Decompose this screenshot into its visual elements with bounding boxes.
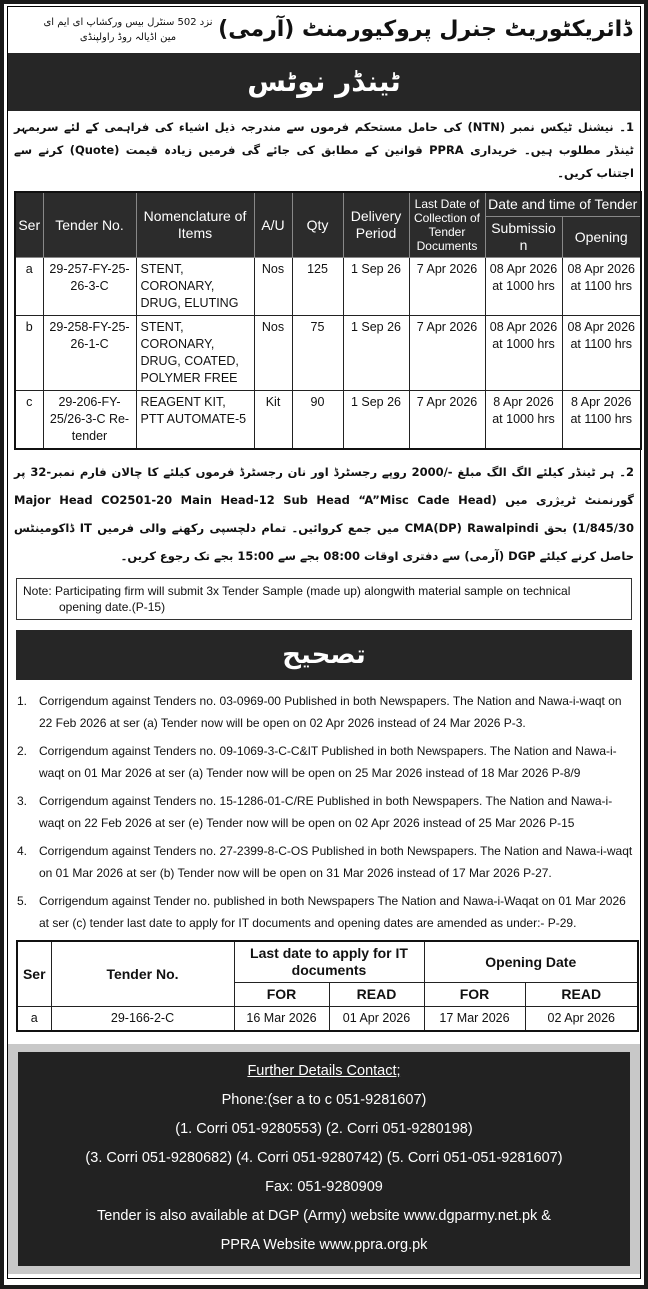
- col-ser: Ser: [17, 941, 51, 1007]
- cell-open-for: 17 Mar 2026: [424, 1007, 525, 1032]
- corrigendum-item: [14, 840, 636, 884]
- col-last-date: Last Date of Collection of Tender Documents: [409, 192, 485, 258]
- cell-ser: a: [15, 258, 43, 316]
- cell-submission: 08 Apr 2026 at 1000 hrs: [485, 258, 562, 316]
- col-submission: Submission: [485, 217, 562, 258]
- corrigendum-item: [14, 890, 636, 934]
- corrigendum-list: [14, 690, 636, 934]
- cell-tender-no: 29-257-FY-25-26-3-C: [43, 258, 136, 316]
- cell-last-date: 7 Apr 2026: [409, 391, 485, 450]
- cell-item: REAGENT KIT, PTT AUTOMATE-5: [136, 391, 254, 450]
- contact-fax: Fax: 051-9280909: [265, 1179, 383, 1195]
- cell-item: STENT, CORONARY, DRUG, COATED, POLYMER FREE: [136, 316, 254, 391]
- paragraph-2: 2۔ ہر ٹینڈر کیلئے الگ الگ مبلغ -/2000 روپے رجسٹرڈ اور نان رجسٹرڈ فرموں کیلئے کا چالان فارم نمبر-32 پر گورنمنٹ ٹریژری میں (Major Head CO2501-20 Main Head-12 Sub Head “A”Misc Cade Head 1/845/30) بحق CMA(DP) Rawalpindi میں جمع کروائیں۔ تمام دلچسپی رکھنے والی فرمیں IT ڈاکومینٹس حاصل کرنے کیلئے DGP (آرمی) سے دفتری اوقات 08:00 بجے سے 15:00 بجے تک رجوع کریں۔: [14, 465, 634, 563]
- cell-opening: 08 Apr 2026 at 1100 hrs: [562, 258, 641, 316]
- address-line-1: نزد 502 سنٹرل بیس ورکشاپ ای ایم ای: [43, 17, 213, 28]
- col-open-read: READ: [525, 983, 638, 1007]
- website-dgp: Tender is also available at DGP (Army) website www.dgparmy.net.pk &: [97, 1208, 551, 1224]
- item-text: Corrigendum against Tender no. published in both Newspapers The Nation and Nawa-i-Waqat on 01 Mar 2026 at ser (c) tender last date to apply for IT documents and opening dates are amended as under:- P-29.: [39, 894, 626, 930]
- col-last-for: FOR: [234, 983, 329, 1007]
- note-line-2: opening date.(P-15): [59, 600, 166, 614]
- corrigendum-item: [14, 790, 636, 834]
- tender-notice-banner: ٹینڈر نوٹس: [8, 53, 640, 111]
- col-tender-no: Tender No.: [43, 192, 136, 258]
- item-number: 2.: [17, 744, 28, 758]
- cell-tender-no: 29-206-FY-25/26-3-C Re-tender: [43, 391, 136, 450]
- col-ser: Ser: [15, 192, 43, 258]
- cell-tender-no: 29-166-2-C: [51, 1007, 234, 1032]
- cell-submission: 8 Apr 2026 at 1000 hrs: [485, 391, 562, 450]
- cell-last-for: 16 Mar 2026: [234, 1007, 329, 1032]
- contact-corri-1-2: (1. Corri 051-9280553) (2. Corri 051-9280198): [175, 1121, 473, 1137]
- amendment-table: [16, 940, 639, 1032]
- cell-submission: 08 Apr 2026 at 1000 hrs: [485, 316, 562, 391]
- cell-delivery: 1 Sep 26: [343, 258, 409, 316]
- org-title: ڈائریکٹوریٹ جنرل پروکیورمنٹ (آرمی): [218, 17, 632, 42]
- address: [38, 15, 218, 45]
- paragraph-1: 1۔ نیشنل ٹیکس نمبر (NTN) کی حامل مستحکم فرموں سے مندرجہ ذیل اشیاء کی فراہمی کے لئے سربمہر ٹینڈر مطلوب ہیں۔ خریداری PPRA قوانین کے مطابق کی جائے گی فرمیں زیادہ قیمت (Quote) کرنے سے اجتناب کریں۔: [14, 120, 635, 180]
- col-nomenclature: Nomenclature of Items: [136, 192, 254, 258]
- col-au: A/U: [254, 192, 292, 258]
- item-number: 3.: [17, 794, 28, 808]
- col-qty: Qty: [292, 192, 343, 258]
- cell-tender-no: 29-258-FY-25-26-1-C: [43, 316, 136, 391]
- col-date-time: Date and time of Tender: [485, 192, 641, 217]
- table-row: [17, 1007, 638, 1032]
- item-text: Corrigendum against Tenders no. 09-1069-3-C-C&IT Published in both Newspapers. The Nation and Nawa-i-waqt on 01 Mar 2026 at ser (a) Tender now will be open on 25 Mar 2026 instead of 18 Mar 2026 P-8/9: [39, 744, 617, 780]
- table-row: [15, 258, 641, 316]
- cell-last-date: 7 Apr 2026: [409, 316, 485, 391]
- cell-delivery: 1 Sep 26: [343, 316, 409, 391]
- tender-table: [14, 191, 642, 450]
- cell-qty: 90: [292, 391, 343, 450]
- cell-item: STENT, CORONARY, DRUG, ELUTING: [136, 258, 254, 316]
- cell-ser: b: [15, 316, 43, 391]
- col-last-read: READ: [329, 983, 424, 1007]
- corrigendum-item: [14, 690, 636, 734]
- cell-ser: a: [17, 1007, 51, 1032]
- cell-au: Kit: [254, 391, 292, 450]
- contact-footer: [8, 1044, 640, 1274]
- cell-last-read: 01 Apr 2026: [329, 1007, 424, 1032]
- cell-open-read: 02 Apr 2026: [525, 1007, 638, 1032]
- cell-last-date: 7 Apr 2026: [409, 258, 485, 316]
- note-box: [16, 578, 632, 620]
- cell-delivery: 1 Sep 26: [343, 391, 409, 450]
- col-opening: Opening: [562, 217, 641, 258]
- note-line-1: Note: Participating firm will submit 3x Tender Sample (made up) alongwith material sample on technical: [23, 584, 571, 598]
- item-text: Corrigendum against Tenders no. 27-2399-8-C-OS Published in both Newspapers. The Nation and Nawa-i-waqt on 01 Mar 2026 at ser (b) Tender now will be open on 31 Mar 2026 instead of 17 Mar 2026 P-27.: [39, 844, 633, 880]
- col-last-date: Last date to apply for IT documents: [234, 941, 424, 983]
- corrigendum-item: [14, 740, 636, 784]
- table-row: [15, 316, 641, 391]
- website-ppra: PPRA Website www.ppra.org.pk: [220, 1237, 428, 1253]
- item-number: 5.: [17, 894, 28, 908]
- col-delivery: Delivery Period: [343, 192, 409, 258]
- corrigendum-banner: تصحیح: [16, 630, 632, 680]
- cell-qty: 125: [292, 258, 343, 316]
- cell-ser: c: [15, 391, 43, 450]
- col-opening-date: Opening Date: [424, 941, 638, 983]
- table-row: [15, 391, 641, 450]
- col-tender-no: Tender No.: [51, 941, 234, 1007]
- item-text: Corrigendum against Tenders no. 03-0969-00 Published in both Newspapers. The Nation and Nawa-i-waqt on 22 Feb 2026 at ser (a) Tender now will be open on 02 Apr 2026 instead of 24 Mar 2026 P-3.: [39, 694, 622, 730]
- cell-opening: 8 Apr 2026 at 1100 hrs: [562, 391, 641, 450]
- cell-au: Nos: [254, 316, 292, 391]
- header: [8, 7, 640, 53]
- address-line-2: مین اڈیالہ روڈ راولپنڈی: [79, 32, 177, 43]
- contact-heading: Further Details Contact;: [247, 1063, 401, 1079]
- cell-opening: 08 Apr 2026 at 1100 hrs: [562, 316, 641, 391]
- cell-qty: 75: [292, 316, 343, 391]
- item-number: 4.: [17, 844, 28, 858]
- col-open-for: FOR: [424, 983, 525, 1007]
- cell-au: Nos: [254, 258, 292, 316]
- contact-phone: Phone:(ser a to c 051-9281607): [221, 1092, 427, 1108]
- item-text: Corrigendum against Tenders no. 15-1286-01-C/RE Published in both Newspapers. The Nation and Nawa-i-waqt on 22 Feb 2026 at ser (e) Tender now will be open on 02 Apr 2026 instead of 25 Mar 2026 P-15: [39, 794, 613, 830]
- item-number: 1.: [17, 694, 28, 708]
- contact-corri-3-5: (3. Corri 051-9280682) (4. Corri 051-9280742) (5. Corri 051-051-9281607): [85, 1150, 563, 1166]
